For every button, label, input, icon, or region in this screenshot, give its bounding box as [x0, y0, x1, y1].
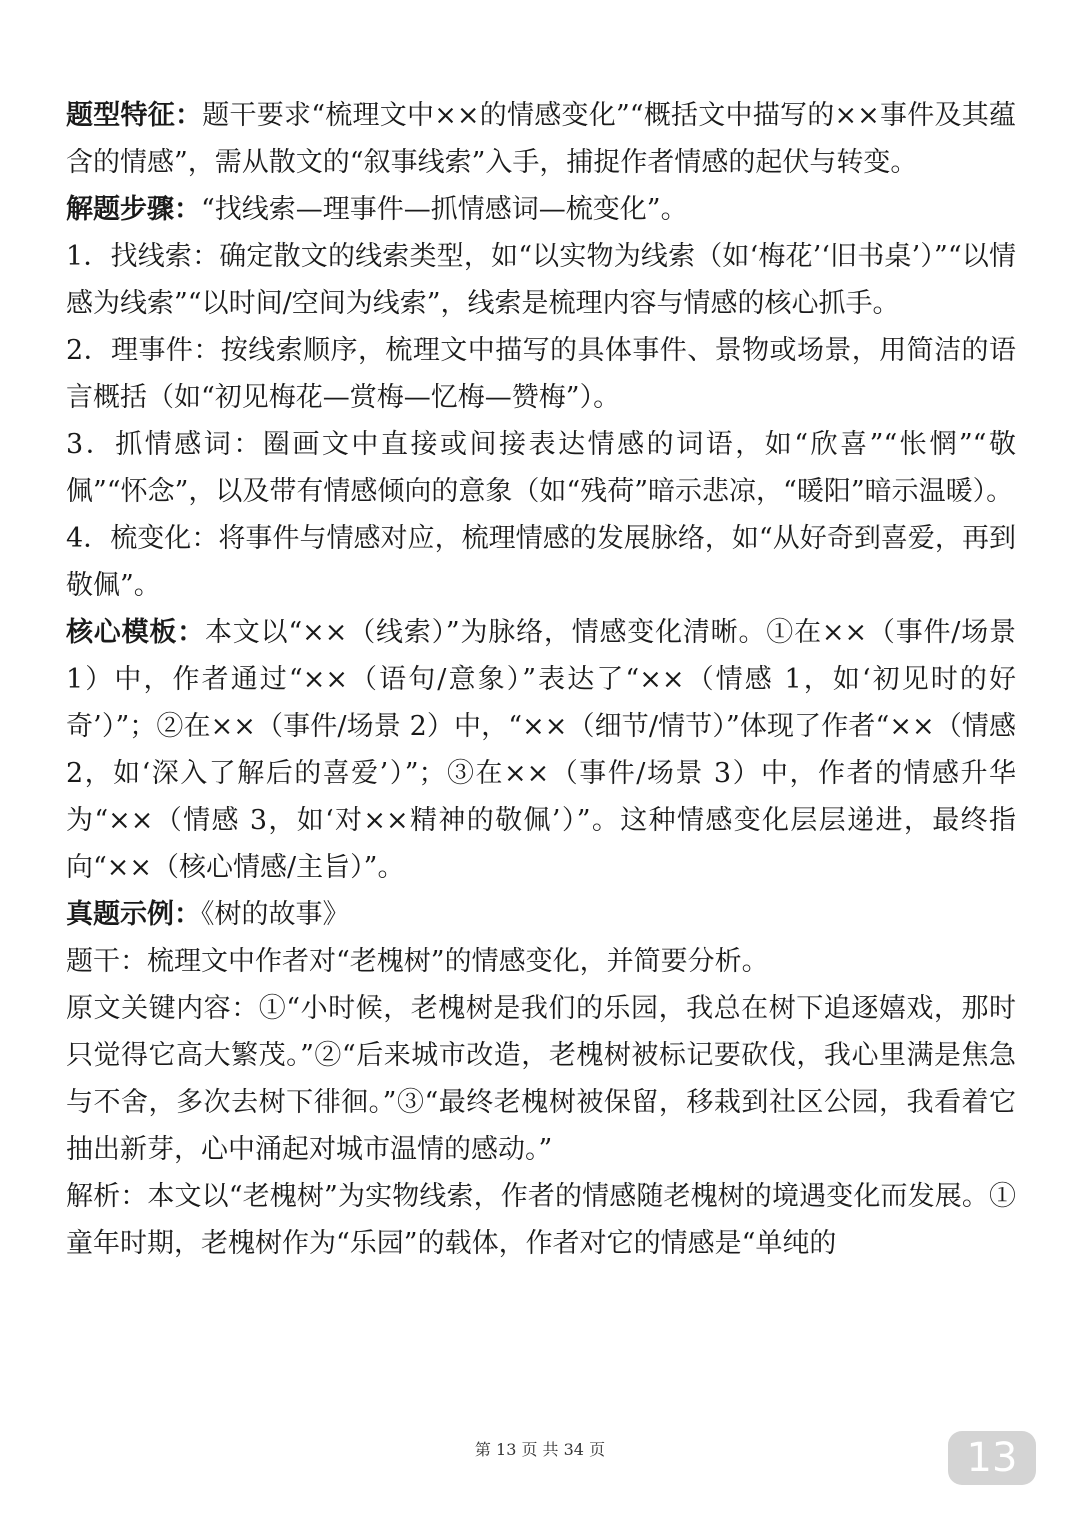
step-item-1: 1．找线索：确定散文的线索类型，如“以实物为线索（如‘梅花’‘旧书桌’）”“以情感为线索”“以时间/空间为线索”，线索是梳理内容与情感的核心抓手。	[66, 241, 1016, 319]
step-item-2: 2．理事件：按线索顺序，梳理文中描写的具体事件、景物或场景，用简洁的语言概括（如“初见梅花—赏梅—忆梅—赞梅”）。	[66, 335, 1016, 413]
example-paragraph	[66, 891, 1016, 938]
document-body	[66, 92, 1016, 1267]
steps-paragraph	[66, 186, 1016, 233]
steps-heading: 解题步骤：	[66, 194, 201, 225]
original-text-paragraph: 原文关键内容：①“小时候，老槐树是我们的乐园，我总在树下追逐嬉戏，那时只觉得它高大繁茂。”②“后来城市改造，老槐树被标记要砍伐，我心里满是焦急与不舍，多次去树下徘徊。”③“最终老槐树被保留，移栽到社区公园，我看着它抽出新芽，心中涌起对城市温情的感动。”	[66, 993, 1016, 1165]
step-item-4: 4．梳变化：将事件与情感对应，梳理情感的发展脉络，如“从好奇到喜爱，再到敬佩”。	[66, 523, 1016, 601]
page-footer: 第 13 页 共 34 页	[474, 1440, 606, 1459]
analysis-paragraph: 解析：本文以“老槐树”为实物线索，作者的情感随老槐树的境遇变化而发展。①童年时期，老槐树作为“乐园”的载体，作者对它的情感是“单纯的	[66, 1181, 1016, 1259]
features-paragraph	[66, 92, 1016, 186]
step-item-3: 3．抓情感词：圈画文中直接或间接表达情感的词语，如“欣喜”“怅惘”“敬佩”“怀念”，以及带有情感倾向的意象（如“残荷”暗示悲凉，“暖阳”暗示温暖）。	[66, 429, 1016, 507]
template-heading: 核心模板：	[66, 617, 205, 648]
example-heading: 真题示例：	[66, 899, 201, 930]
template-paragraph	[66, 609, 1016, 891]
steps-summary: “找线索—理事件—抓情感词—梳变化”。	[201, 194, 688, 225]
features-text: 题干要求“梳理文中××的情感变化”“概括文中描写的××事件及其蕴含的情感”，需从散文的“叙事线索”入手，捕捉作者情感的起伏与转变。	[66, 100, 1017, 178]
example-title: 《树的故事》	[201, 899, 350, 930]
features-heading: 题型特征：	[66, 100, 203, 131]
page-number-badge: 13	[948, 1431, 1036, 1485]
template-text: 本文以“××（线索）”为脉络，情感变化清晰。①在××（事件/场景 1）中，作者通过“××（语句/意象）”表达了“××（情感 1，如‘初见时的好奇’）”；②在××（事件/场景 2）中，“××（细节/情节）”体现了作者“××（情感 2，如‘深入了解后的喜爱’）”；③在××（事件/场景 3）中，作者的情感升华为“××（情感 3，如‘对××精神的敬佩’）”。这种情感变化层层递进，最终指向“××（核心情感/主旨）”。	[66, 617, 1016, 883]
question-paragraph: 题干：梳理文中作者对“老槐树”的情感变化，并简要分析。	[66, 946, 769, 977]
